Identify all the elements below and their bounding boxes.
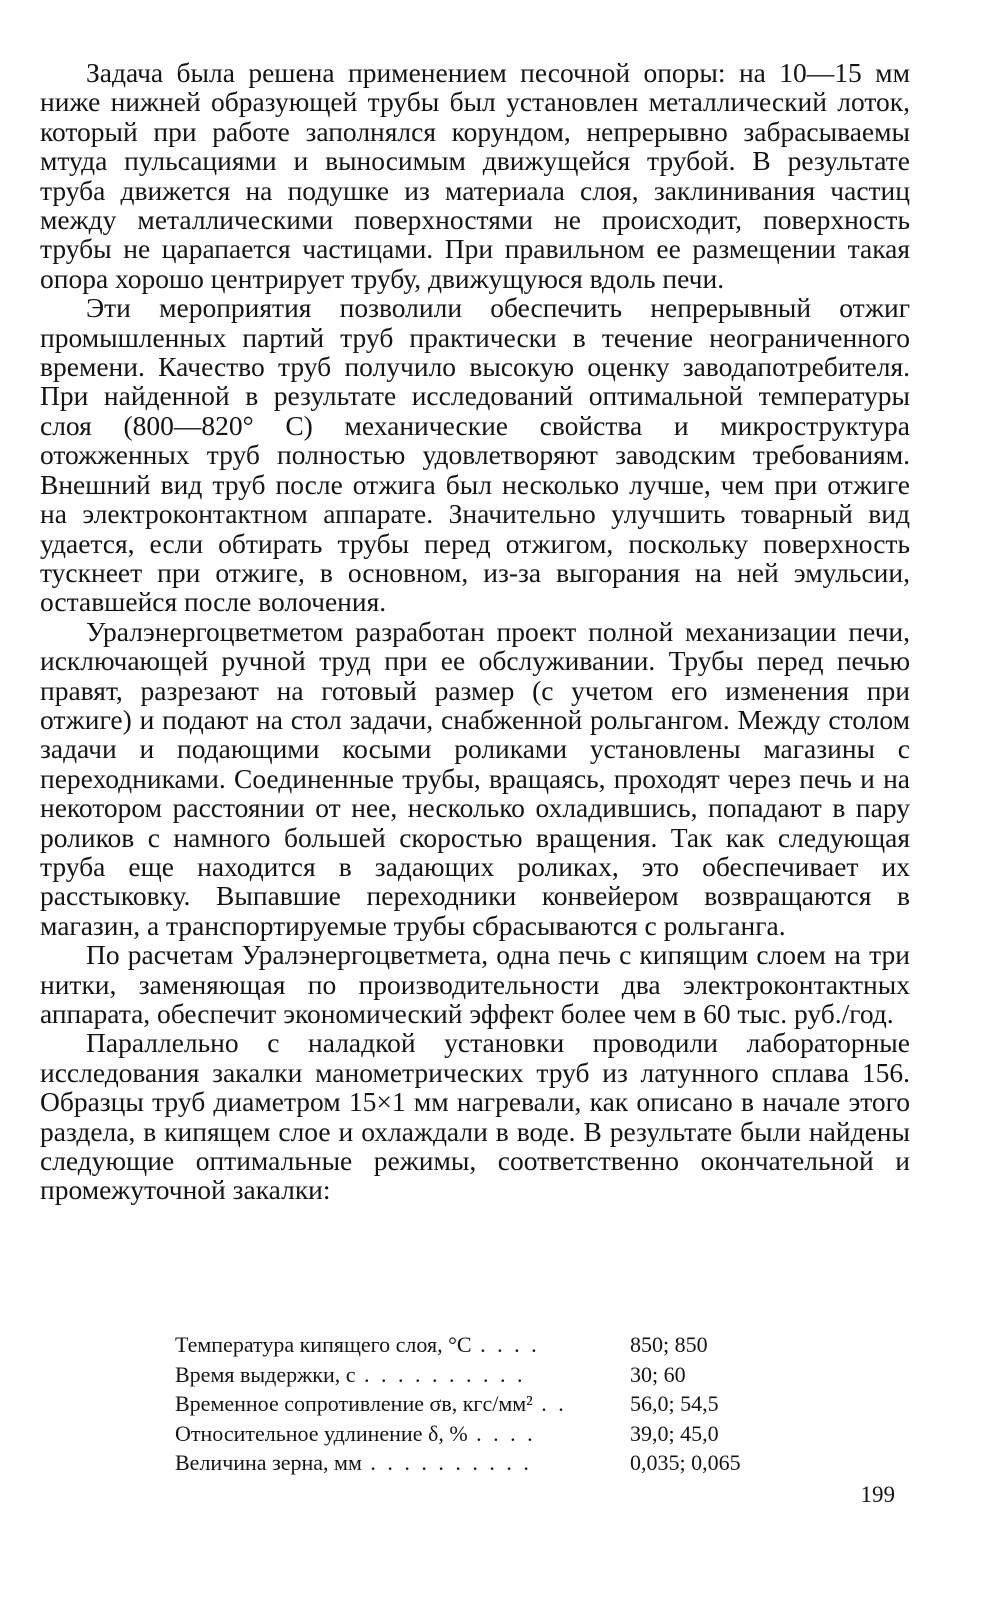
label-text: Температура кипящего слоя, °С	[175, 1332, 472, 1357]
row-value: 39,0; 45,0	[630, 1420, 719, 1446]
label-text: Время выдержки, с	[175, 1361, 356, 1387]
label-text: Величина зерна, мм	[175, 1450, 362, 1475]
page-number: 199	[860, 1482, 895, 1507]
table-row	[175, 1389, 741, 1419]
label-text: Относительное удлинение δ, %	[175, 1420, 468, 1446]
row-value: 30; 60	[630, 1361, 686, 1387]
body-text	[40, 58, 910, 1205]
row-label	[175, 1389, 630, 1419]
paragraph-1: Задача была решена применением песочной опоры: на 10—15 мм ниже нижней образующей трубы был установлен металлический лоток, который при работе заполнялся корундом, непрерывно забрасываемы мтуда пульсациями и выносимым движущейся трубой. В результате труба движется на подушке из материала слоя, заклинивания частиц между металлическими поверхностями не происходит, поверхность трубы не царапается частицами. При правильном ее размещении такая опора хорошо центрирует трубу, движущуюся вдоль печи.	[40, 57, 910, 294]
quenching-parameters-table	[175, 1330, 741, 1478]
leader-dots: . . . . . . . . . .	[355, 1361, 526, 1387]
row-label	[175, 1360, 630, 1390]
leader-dots: . . . . . . . . . .	[361, 1450, 532, 1475]
table-row	[175, 1448, 741, 1478]
leader-dots: . . . .	[471, 1332, 540, 1357]
table-row	[175, 1360, 741, 1390]
paragraph-3: Уралэнергоцветметом разработан проект полной механизации печи, исключающей ручной труд при ее обслуживании. Трубы перед печью правят, разрезают на готовый размер (с учетом его изменения при отжиге) и подают на стол задачи, снабженной рольгангом. Между столом задачи и подающими косыми роликами установлены магазины с переходниками. Соединенные трубы, вращаясь, проходят через печь и на некотором расстоянии от нее, несколько охладившись, попадают в пару роликов с намного большей скоростью вращения. Так как следующая труба еще находится в задающих роликах, это обеспечивает их расстыковку. Выпавшие переходники конвейером возвращаются в магазин, а транспортируемые трубы сбрасываются с рольганга.	[40, 615, 910, 941]
label-text: Временное сопротивление σв, кгс/мм²	[175, 1391, 533, 1416]
leader-dots: . . . .	[467, 1420, 536, 1446]
paragraph-4: По расчетам Уралэнергоцветмета, одна печь с кипящим слоем на три нитки, заменяющая по производительности два электроконтактных аппарата, обеспечит экономический эффект более чем в 60 тыс. руб./год.	[40, 939, 910, 1029]
row-label	[175, 1419, 630, 1449]
leader-dots: . .	[532, 1391, 567, 1416]
row-label	[175, 1448, 630, 1478]
row-value: 56,0; 54,5	[630, 1391, 719, 1416]
row-label	[175, 1330, 630, 1360]
table-row	[175, 1419, 741, 1449]
table-row	[175, 1330, 741, 1360]
paragraph-2: Эти мероприятия позволили обеспечить непрерывный отжиг промышленных партий труб практически в течение неограниченного времени. Качество труб получило высокую оценку заводапотребителя. При найденной в результате исследований оптимальной температуры слоя (800—820° С) механические свойства и микроструктура отожженных труб полностью удовлетворяют заводским требованиям. Внешний вид труб после отжига был несколько лучше, чем при отжиге на электроконтактном аппарате. Значительно улучшить товарный вид удается, если обтирать трубы перед отжигом, поскольку поверхность тускнеет при отжиге, в основном, из-за выгорания на ней эмульсии, оставшейся после волочения.	[40, 292, 910, 618]
paragraph-5: Параллельно с наладкой установки проводили лабораторные исследования закалки манометрических труб из латунного сплава 156. Образцы труб диаметром 15×1 мм нагревали, как описано в начале этого раздела, в кипящем слое и охлаждали в воде. В результате были найдены следующие оптимальные режимы, соответственно окончательной и промежуточной закалки:	[40, 1027, 910, 1206]
row-value: 850; 850	[630, 1332, 708, 1357]
row-value: 0,035; 0,065	[630, 1450, 741, 1475]
